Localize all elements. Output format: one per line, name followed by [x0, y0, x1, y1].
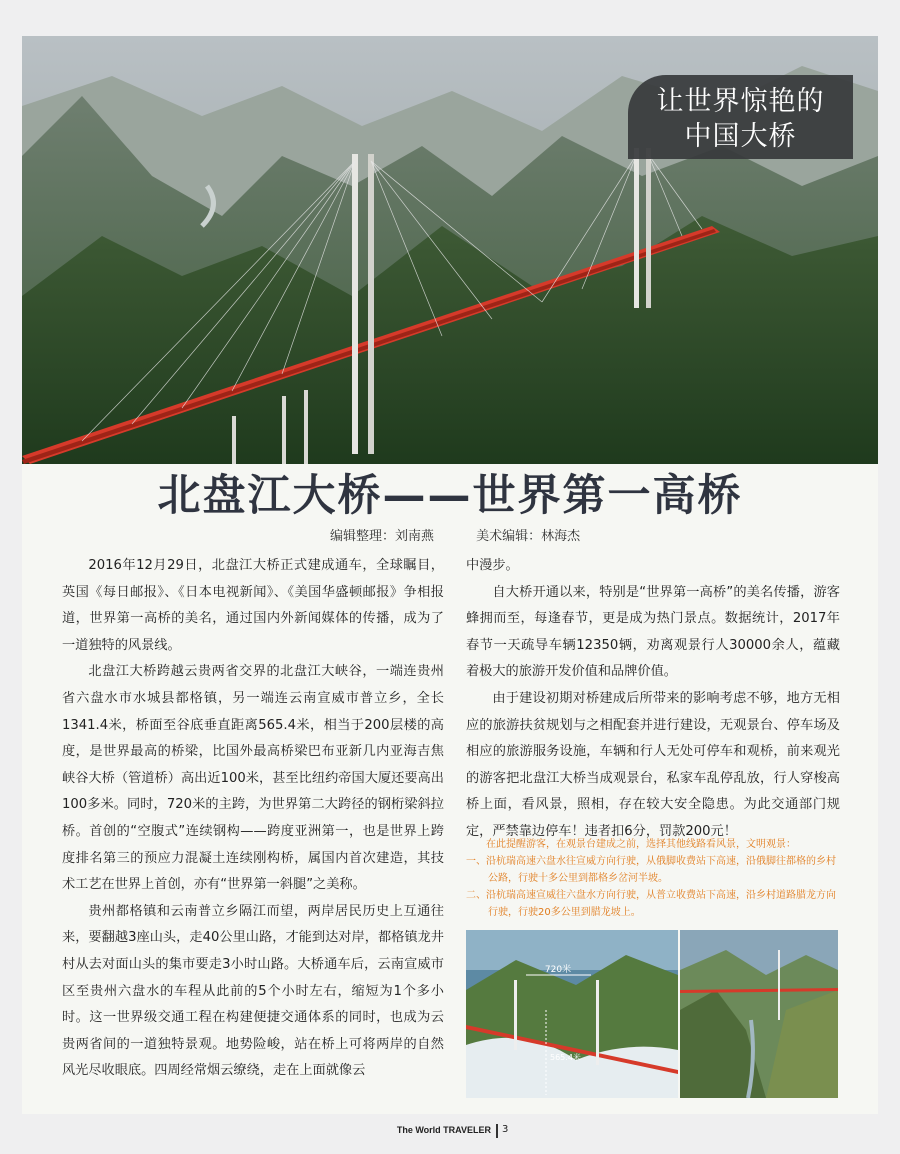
bridge-photos: [466, 930, 838, 1098]
paragraph: 北盘江大桥跨越云贵两省交界的北盘江大峡谷，一端连贵州省六盘水市水城县都格镇，另一端连云南宣威市普立乡，全长1341.4米，桥面至谷底垂直距离565.4米，相当于200层楼的高度，是世界最高的桥梁，比国外最高桥梁巴布亚新几内亚海吉焦峡谷大桥（管道桥）高出近100米，甚至比纽约帝国大厦还要高出100多米。同时，720米的主跨，为世界第二大跨径的钢桁梁斜拉桥。首创的“空腹式”连续钢构——跨度亚洲第一，也是世界上跨度排名第三的预应力混凝土连续刚构桥，属国内首次建造，其技术工艺在世界上首创，亦有“世界第一斜腿”之美称。: [62, 664, 444, 893]
height-label: 565.4米: [550, 1053, 581, 1062]
notice-item: 二、沿杭瑞高速宣威往六盘水方向行驶，从普立收费站下高速，沿乡村道路腊龙方向行驶，行驶20多公里到腊龙坡上。: [466, 890, 836, 918]
magazine-brand: The World TRAVELER: [396, 1125, 491, 1135]
paragraph: 贵州都格镇和云南普立乡隔江而望，两岸居民历史上互通往来，要翻越3座山头，走40公里山路，才能到达对岸，都格镇龙井村从去对面山头的集市要走3小时山路。大桥通车后，云南宣威市区至贵州六盘水的车程从此前的5个小时左右，缩短为1个多小时。这一世界级交通工程在构建便捷交通体系的同时，也成为云贵两省间的一道独特景观。地势险峻，站在桥上可将两岸的自然风光尽收眼底。四周经常烟云缭绕，走在上面就像云: [62, 903, 444, 1079]
editor-credit: 编辑整理：刘南燕: [330, 529, 435, 544]
notice-heading: 在此提醒游客，在观景台建成之前，选择其他线路看风景，文明观景：: [486, 839, 796, 850]
notice-item: 一、沿杭瑞高速六盘水往宣威方向行驶，从俄脚收费站下高速，沿俄脚往都格的乡村公路，行驶十多公里到都格乡岔河半坡。: [466, 856, 836, 884]
page-number: 3: [502, 1124, 509, 1135]
travel-notice: [466, 836, 842, 921]
paragraph: 由于建设初期对桥建成后所带来的影响考虑不够，地方无相应的旅游扶贫规划与之相配套并进行建设，无观景台、停车场及相应的旅游服务设施，车辆和行人无处可停车和观桥，前来观光的游客把北盘江大桥当成观景台，私家车乱停乱放，行人穿梭高桥上面，看风景，照相，存在较大安全隐患。为此交通部门规定，严禁靠边停车！违者扣6分，罚款200元！: [466, 690, 840, 839]
article-title: 北盘江大桥——世界第一高桥: [157, 471, 743, 521]
body-column-left: [62, 553, 444, 1085]
paragraph-continuation: 中漫步。: [466, 558, 519, 573]
badge-line-2: 中国大桥: [684, 121, 797, 152]
page-footer: [0, 1124, 900, 1140]
section-badge: [628, 75, 853, 159]
body-column-right: [466, 553, 840, 846]
badge-line-1: 让世界惊艳的: [656, 86, 825, 117]
art-credit: 美术编辑：林海杰: [476, 529, 581, 544]
paragraph: 2016年12月29日，北盘江大桥正式建成通车，全球瞩目，英国《每日邮报》、《日本电视新闻》、《美国华盛顿邮报》争相报道，世界第一高桥的美名，通过国内外新闻媒体的传播，成为了一道独特的风景线。: [62, 558, 444, 653]
paragraph: 自大桥开通以来，特别是“世界第一高桥”的美名传播，游客蜂拥而至，每逢春节，更是成为热门景点。数据统计，2017年春节一天疏导车辆12350辆，劝离观景行人30000余人，蕴藏着极大的旅游开发价值和品牌价值。: [466, 584, 840, 680]
footer-divider: [496, 1124, 498, 1138]
span-label: 720米: [544, 965, 572, 975]
credits: [330, 525, 618, 544]
